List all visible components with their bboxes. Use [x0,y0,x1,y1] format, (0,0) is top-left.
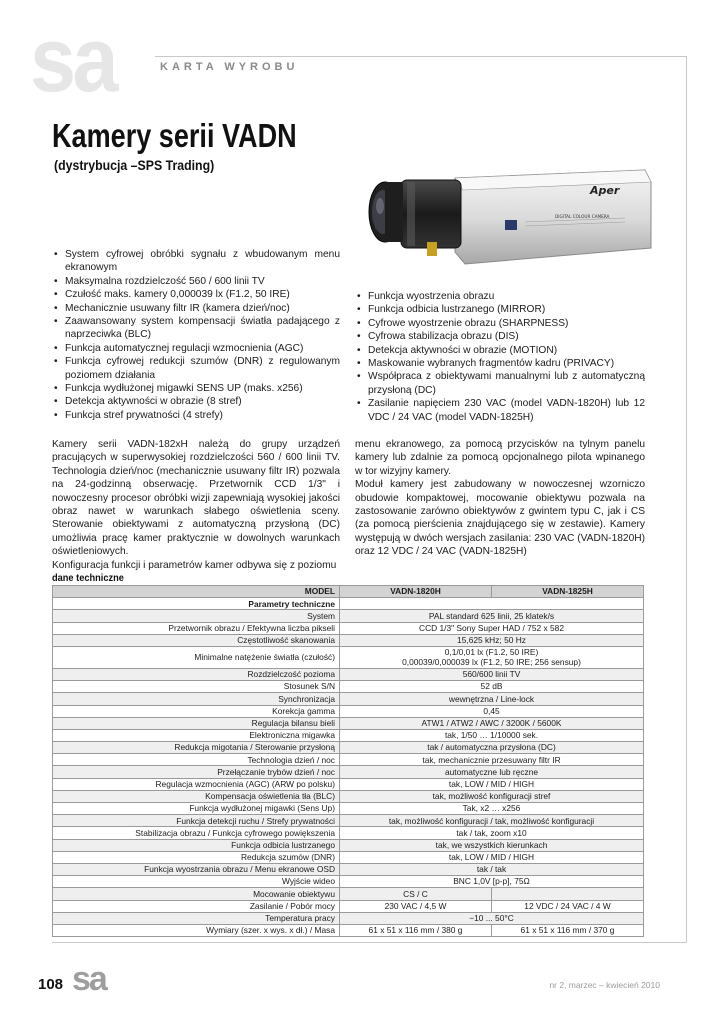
spec-value [340,705,644,717]
list-item: • Maskowanie wybranych fragmentów kadru (PRIVACY) [355,357,645,370]
table-row [53,717,644,729]
spec-value [340,610,644,622]
model-label: MODEL [53,586,340,598]
spec-value-line: Tak, x2 … x256 [462,803,521,814]
table-row [53,634,644,646]
list-item: • Funkcja stref prywatności (4 strefy) [52,409,340,422]
spec-value-line: 0,00039/0,000039 lx (F1.2, 50 IRE; 256 sensup) [402,657,581,668]
spec-label: Przełączanie trybów dzień / noc [53,766,340,778]
camera-brand-label: Aper [590,184,620,197]
list-item: • Funkcja wydłużonej migawki SENS UP (maks. x256) [52,382,340,395]
spec-value [340,754,644,766]
spec-value-col-1: 230 VAC / 4,5 W [340,900,492,912]
list-item: • Zasilanie napięciem 230 VAC (model VADN-1820H) lub 12 VDC / 24 VAC (model VADN-1825H) [355,397,645,424]
spec-label: Regulacja bilansu bieli [53,717,340,729]
spec-label: Zasilanie / Pobór mocy [53,900,340,912]
spec-value [340,634,644,646]
spec-value-line: wewnętrzna / Line-lock [448,693,535,704]
table-row [53,742,644,754]
feature-list-right [355,290,645,424]
frame-right-line [686,56,687,943]
list-item: • Funkcja wyostrzenia obrazu [355,290,645,303]
spec-value-col-2: 61 x 51 x 116 mm / 370 g [491,924,643,936]
spec-label: Wyjście wideo [53,876,340,888]
page-subtitle: (dystrybucja –SPS Trading) [54,157,215,173]
table-row [53,876,644,888]
spec-label: Kompensacja oświetlenia tła (BLC) [53,790,340,802]
frame-bottom-line [52,942,687,943]
list-item: • Detekcja aktywności w obrazie (MOTION) [355,344,645,357]
page-title: Kamery serii VADN [52,117,297,154]
spec-label: System [53,610,340,622]
spec-value-line: 52 dB [480,681,503,692]
table-row [53,754,644,766]
spec-value-line: tak, 1/50 … 1/10000 sek. [444,730,539,741]
table-row [53,610,644,622]
spec-value [340,790,644,802]
spec-value-line: tak, LOW / MID / HIGH [448,852,535,863]
spec-value [340,729,644,741]
table-row [53,705,644,717]
spec-value-line: 15,625 kHz; 50 Hz [457,635,526,646]
table-row [53,693,644,705]
spec-label: Funkcja odbicia lustrzanego [53,839,340,851]
spec-label: Temperatura pracy [53,912,340,924]
spec-value-line: tak / automatyczna przysłona (DC) [427,742,556,753]
spec-value [340,778,644,790]
list-item: • Mechanicznie usuwany filtr IR (kamera dzień/noc) [52,302,340,315]
spec-value-line: tak, mechanicznie przesuwany filtr IR [422,754,561,765]
issue-info: nr 2, marzec – kwiecień 2010 [549,980,660,990]
spec-value-line: tak / tak [476,864,507,875]
table-row [53,766,644,778]
spec-label: Przetwornik obrazu / Efektywna liczba pikseli [53,622,340,634]
list-item: • Cyfrowa stabilizacja obrazu (DIS) [355,330,645,343]
list-item: • System cyfrowej obróbki sygnału z wbudowanym menu ekranowym [52,248,340,275]
spec-value-line: tak / tak, zoom x10 [456,827,527,838]
spec-value-line: tak, możliwość konfiguracji / tak, możliwość konfiguracji [388,815,595,826]
spec-value-col-1: 61 x 51 x 116 mm / 380 g [340,924,492,936]
body-text-left [52,438,340,572]
spec-value [340,863,644,875]
table-row [53,668,644,680]
table-row [53,729,644,741]
table-row [53,790,644,802]
spec-value [340,681,644,693]
spec-label: Funkcja wydłużonej migawki (Sens Up) [53,803,340,815]
body-text-right [355,438,645,559]
spec-value-col-2: 12 VDC / 24 VAC / 4 W [491,900,643,912]
spec-label: Funkcja wyostrzania obrazu / Menu ekranowe OSD [53,863,340,875]
spec-value-line: tak, LOW / MID / HIGH [448,778,535,789]
list-item: • Funkcja automatycznej regulacji wzmocnienia (AGC) [52,342,340,355]
spec-value-line: 560/600 linii TV [462,669,521,680]
paragraph: Konfiguracja funkcji i parametrów kamer odbywa się z poziomu [52,559,337,571]
table-row [53,681,644,693]
spec-value [340,815,644,827]
list-item: • Funkcja odbicia lustrzanego (MIRROR) [355,303,645,316]
svg-text:DIGITAL COLOUR CAMERA: DIGITAL COLOUR CAMERA [555,214,610,219]
list-item: • Zaawansowany system kompensacji światła padającego z naprzeciwka (BLC) [52,315,340,342]
subheader-label: Parametry techniczne [53,598,340,610]
spec-value [340,717,644,729]
spec-value [340,693,644,705]
spec-value-line: tak, możliwość konfiguracji stref [432,791,551,802]
table-row [53,815,644,827]
spec-label: Redukcja szumów (DNR) [53,851,340,863]
spec-table-header [53,586,644,598]
list-item: • Współpraca z obiektywami manualnymi lub z automatyczną przysłoną (DC) [355,370,645,397]
table-row [53,839,644,851]
table-row [53,803,644,815]
camera-product-image [355,160,655,270]
table-row [53,827,644,839]
spec-value [340,839,644,851]
table-row [53,924,644,936]
spec-value [340,876,644,888]
spec-value [340,851,644,863]
spec-value-line: ATW1 / ATW2 / AWC / 3200K / 5600K [421,718,562,729]
frame-top-line [155,56,686,57]
model-col-2: VADN-1825H [491,586,643,598]
spec-label: Elektroniczna migawka [53,729,340,741]
list-item: • Detekcja aktywności w obrazie (8 stref) [52,395,340,408]
spec-label: Redukcja migotania / Sterowanie przysłoną [53,742,340,754]
spec-value-line: PAL standard 625 linii, 25 klatek/s [428,610,555,621]
table-row [53,863,644,875]
spec-value-line: 0,1/0,01 lx (F1.2, 50 IRE) [444,646,539,657]
page-number: 108 [38,976,64,993]
spec-table [52,585,644,937]
table-row [53,900,644,912]
spec-value-line: CCD 1/3" Sony Super HAD / 752 x 582 [419,622,564,633]
spec-value [340,803,644,815]
paragraph: Kamery serii VADN-182xH należą do grupy urządzeń pracujących w superwysokiej rozdzielczości 560 / 600 linii TV. Technologia dzień/noc (mechanicznie usuwany filtr IR) pozwala na 24-godzinną obserwację. Przetwornik CCD 1/3" i nowoczesny procesor obróbki wizji zapewniają wysokiej jakości obraz nawet w warunkach słabego oświetlenia sceny. Sterowanie obiektywami z automatyczną przysłoną (DC) umożliwia pracę kamer praktycznie w dowolnych warunkach oświetleniowych. [52,439,340,558]
paragraph: Moduł kamery jest zabudowany w nowoczesnej wzorniczo obudowie kompaktowej, mocowanie obiektywu pozwala na zastosowanie zarówno obiektywów z gwintem typu C, jak i CS (za pomocą pierścienia znajdującego się w zestawie). Kamery występują w dwóch wersjach zasilania: 230 VAC (VADN-1820H) oraz 12 VDC / 24 VAC (VADN-1825H) [355,479,645,558]
spec-value-line: BNC 1,0V [p-p], 75Ω [453,876,530,887]
brand-logo-watermark: sa [30,9,115,111]
spec-value [340,646,644,668]
spec-value [340,622,644,634]
table-row [53,851,644,863]
spec-value-col-2 [491,888,643,900]
spec-label: Stosunek S/N [53,681,340,693]
spec-value [340,668,644,680]
spec-label: Korekcja gamma [53,705,340,717]
model-col-1: VADN-1820H [340,586,492,598]
spec-label: Synchronizacja [53,693,340,705]
spec-label: Regulacja wzmocnienia (AGC) (ARW po polsku) [53,778,340,790]
table-row [53,622,644,634]
spec-label: Stabilizacja obrazu / Funkcja cyfrowego powiększenia [53,827,340,839]
table-row [53,646,644,668]
table-row [53,912,644,924]
spec-label: Wymiary (szer. x wys. x dł.) / Masa [53,924,340,936]
spec-label: Funkcja detekcji ruchu / Strefy prywatności [53,815,340,827]
spec-label: Częstotliwość skanowania [53,634,340,646]
spec-value [340,766,644,778]
spec-value: −10 ... 50°C [340,912,644,924]
paragraph: menu ekranowego, za pomocą przycisków na tylnym panelu kamery lub zdalnie za pomocą opcjonalnego pilota wpinanego w tor wizyjny kamery. [355,439,645,477]
spec-value-line: automatyczne lub ręczne [444,766,539,777]
table-row [53,778,644,790]
feature-list-left [52,248,340,422]
spec-value-col-1: CS / C [340,888,492,900]
spec-value-line: tak, we wszystkich kierunkach [435,839,548,850]
section-kicker: KARTA WYROBU [160,61,299,73]
spec-table-subheader [53,598,644,610]
spec-label: Mocowanie obiektywu [53,888,340,900]
spec-section-title: dane techniczne [52,572,124,584]
list-item: • Cyfrowe wyostrzenie obrazu (SHARPNESS) [355,317,645,330]
table-row [53,888,644,900]
spec-value-line: 0,45 [483,705,500,716]
footer-logo: sa [72,960,106,998]
spec-value [340,827,644,839]
list-item: • Funkcja cyfrowej redukcji szumów (DNR) z regulowanym poziomem działania [52,355,340,382]
spec-label: Rozdzielczość pozioma [53,668,340,680]
list-item: • Maksymalna rozdzielczość 560 / 600 linii TV [52,275,340,288]
list-item: • Czułość maks. kamery 0,000039 lx (F1.2, 50 IRE) [52,288,340,301]
spec-label: Technologia dzień / noc [53,754,340,766]
spec-label: Minimalne natężenie światła (czułość) [53,646,340,668]
spec-value [340,742,644,754]
